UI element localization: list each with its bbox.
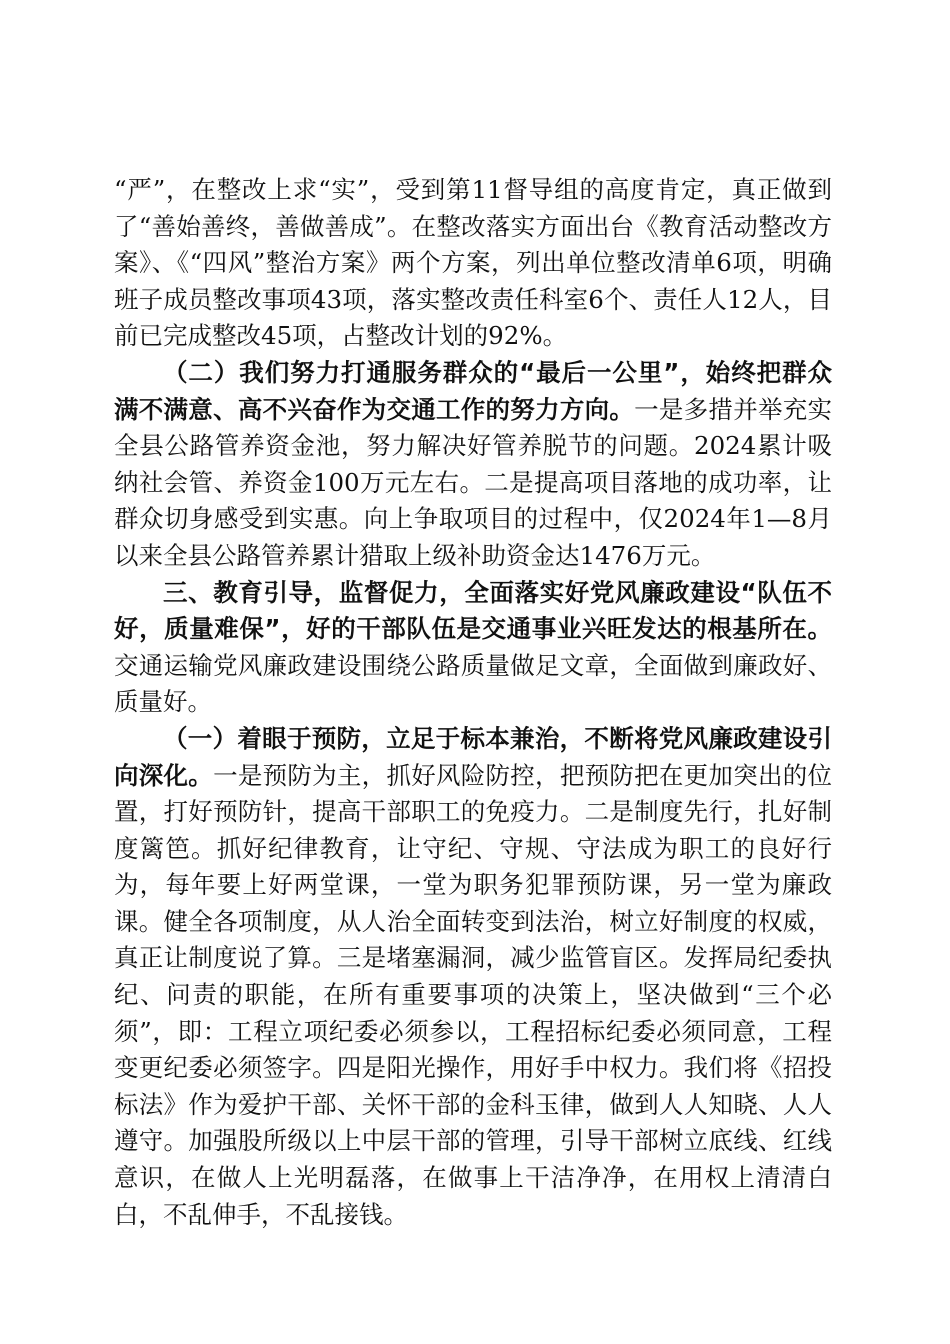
paragraph-4-heading: （一）着眼于预防，立足于标本兼治，不断将党风廉政建设引向深化。 — [114, 723, 832, 790]
paragraph-4-body: 一是预防为主，抓好风险防控，把预防把在更加突出的位置，打好预防针，提高干部职工的免疫力。二是制度先行，扎好制度篱笆。抓好纪律教育，让守纪、守规、守法成为职工的良好行为，每年要上好两堂课，一堂为职务犯罪预防课，另一堂为廉政课。健全各项制度，从人治全面转变到法治，树立好制度的权威，真正让制度说了算。三是堵塞漏洞，减少监管盲区。发挥局纪委执纪、问责的职能，在所有重要事项的决策上，坚决做到“三个必须”，即：工程立项纪委必须参以，工程招标纪委必须同意，工程变更纪委必须签字。四是阳光操作，用好手中权力。我们将《招投标法》作为爱护干部、关怀干部的金科玉律，做到人人知晓、人人遵守。加强股所级以上中层干部的管理，引导干部树立底线、红线意识，在做人上光明磊落，在做事上干洁净净，在用权上清清白白，不乱伸手，不乱接钱。 — [114, 760, 833, 1229]
document-body — [114, 172, 832, 1233]
paragraph-2-heading: （二）我们努力打通服务群众的“最后一公里”，始终把群众满不满意、高不兴奋作为交通工作的努力方向。 — [114, 357, 832, 424]
paragraph-1 — [114, 172, 832, 355]
paragraph-3-heading: 三、教育引导，监督促力，全面落实好党风廉政建设“队伍不好，质量难保”，好的干部队伍是交通事业兴旺发达的根基所在。 — [114, 577, 832, 644]
paragraph-2 — [114, 355, 832, 575]
paragraph-3-body: 交通运输党风廉政建设围绕公路质量做足文章，全面做到廉政好、质量好。 — [114, 650, 832, 717]
paragraph-1-body: “严”，在整改上求“实”，受到第11督导组的高度肯定，真正做到了“善始善终，善做善成”。在整改落实方面出台《教育活动整改方案》、《“四风”整治方案》两个方案，列出单位整改清单6项，明确班子成员整改事项43项，落实整改责任科室6个、责任人12人，目前已完成整改45项，占整改计划的92%。 — [114, 175, 832, 351]
paragraph-2-body: 一是多措并举充实全县公路管养资金池，努力解决好管养脱节的问题。2024累计吸纳社会管、养资金100万元左右。二是提高项目落地的成功率，让群众切身感受到实惠。向上争取项目的过程中，仅2024年1—8月以来全县公路管养累计猎取上级补助资金达1476万元。 — [114, 394, 832, 570]
paragraph-3 — [114, 575, 832, 721]
paragraph-4 — [114, 721, 832, 1233]
